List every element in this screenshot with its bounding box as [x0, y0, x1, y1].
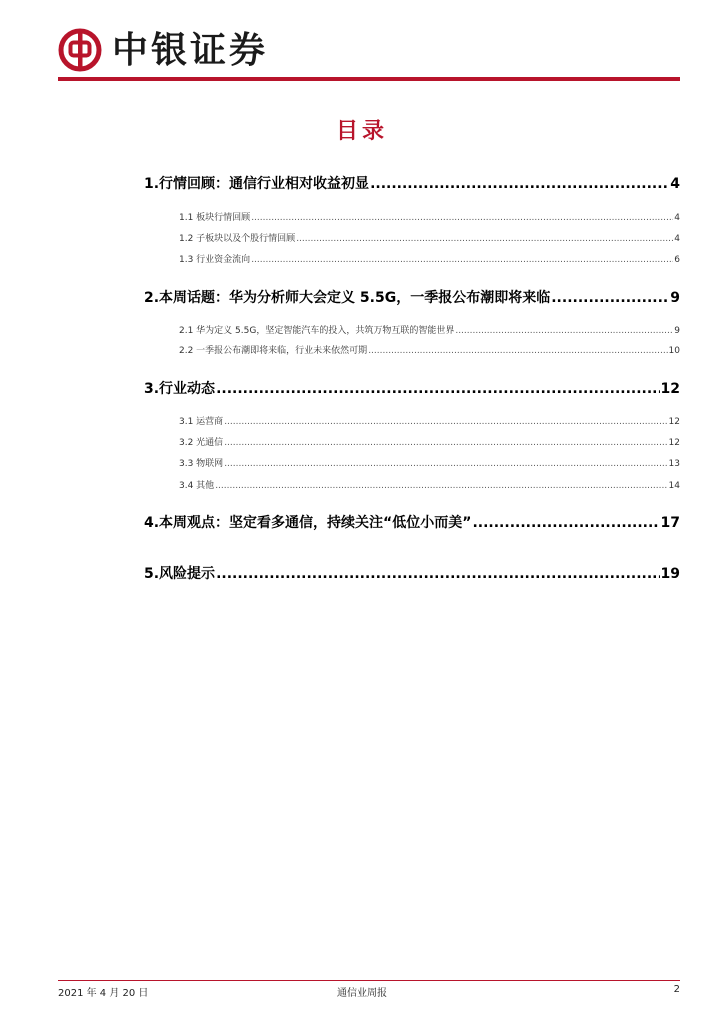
dot-leader	[551, 290, 669, 306]
toc-entry-label: 1.3 行业资金流向	[179, 255, 251, 265]
footer-divider	[58, 980, 680, 981]
toc-entry[interactable]	[179, 231, 680, 244]
toc-entry[interactable]	[144, 512, 680, 532]
toc-entry-label: 2.本周话题：华为分析师大会定义 5.5G，一季报公布潮即将来临	[144, 290, 551, 306]
toc-entry[interactable]	[179, 478, 680, 491]
dot-leader	[216, 381, 659, 397]
brand-name: 中银证券	[112, 29, 269, 71]
toc-entry-label: 3.3 物联网	[179, 459, 224, 469]
dot-leader	[215, 481, 667, 491]
toc-entry-page: 9	[674, 326, 680, 336]
toc-entry-label: 5.风险提示	[144, 566, 216, 582]
toc-entry-page: 4	[674, 234, 680, 244]
toc-entry-label: 1.行情回顾：通信行业相对收益初显	[144, 176, 370, 192]
toc-entry[interactable]	[179, 414, 680, 427]
toc-entry-page: 12	[660, 381, 680, 397]
toc-entry-page: 12	[668, 417, 680, 427]
toc-entry-page: 4	[674, 213, 680, 223]
toc-entry-page: 14	[668, 481, 680, 491]
dot-leader	[370, 176, 669, 192]
report-name: 通信业周报	[337, 988, 387, 999]
page-title: 目录	[335, 118, 388, 144]
toc-entry[interactable]	[179, 210, 680, 223]
toc-entry[interactable]	[144, 173, 680, 193]
page-number: 2	[673, 984, 680, 995]
dot-leader	[251, 255, 673, 265]
toc-entry-page: 17	[660, 515, 680, 531]
toc-entry[interactable]	[179, 323, 680, 336]
toc-entry[interactable]	[144, 287, 680, 307]
toc-entry-label: 1.1 板块行情回顾	[179, 213, 251, 223]
toc-entry-page: 10	[668, 346, 680, 356]
toc-entry-page: 19	[660, 566, 680, 582]
dot-leader	[224, 459, 667, 469]
toc-entry[interactable]	[179, 456, 680, 469]
toc-entry-page: 12	[668, 438, 680, 448]
toc-entry[interactable]	[179, 435, 680, 448]
toc-entry-page: 9	[670, 290, 680, 306]
toc-entry-label: 1.2 子板块以及个股行情回顾	[179, 234, 296, 244]
toc-entry-label: 2.2 一季报公布潮即将来临，行业未来依然可期	[179, 346, 368, 356]
toc-entry-label: 2.1 华为定义 5.5G，坚定智能汽车的投入，共筑万物互联的智能世界	[179, 326, 455, 336]
header-divider	[58, 77, 680, 81]
header	[58, 26, 680, 82]
toc-entry[interactable]	[179, 343, 680, 356]
toc-entry-label: 3.2 光通信	[179, 438, 224, 448]
toc-entry-label: 3.行业动态	[144, 381, 216, 397]
toc-entry-label: 3.4 其他	[179, 481, 215, 491]
dot-leader	[216, 566, 659, 582]
bank-of-china-logo-icon	[58, 28, 102, 72]
toc-entry-page: 4	[670, 176, 680, 192]
toc-entry-page: 6	[674, 255, 680, 265]
dot-leader	[368, 346, 667, 356]
toc-entry-label: 3.1 运营商	[179, 417, 224, 427]
toc-entry[interactable]	[144, 378, 680, 398]
dot-leader	[472, 515, 659, 531]
report-date: 2021 年 4 月 20 日	[58, 988, 149, 999]
dot-leader	[296, 234, 673, 244]
toc-entry[interactable]	[179, 252, 680, 265]
toc-entry-label: 4.本周观点：坚定看多通信，持续关注“低位小而美”	[144, 515, 472, 531]
dot-leader	[455, 326, 673, 336]
dot-leader	[224, 438, 667, 448]
dot-leader	[251, 213, 673, 223]
dot-leader	[224, 417, 667, 427]
toc-entry[interactable]	[144, 563, 680, 583]
toc-entry-page: 13	[668, 459, 680, 469]
